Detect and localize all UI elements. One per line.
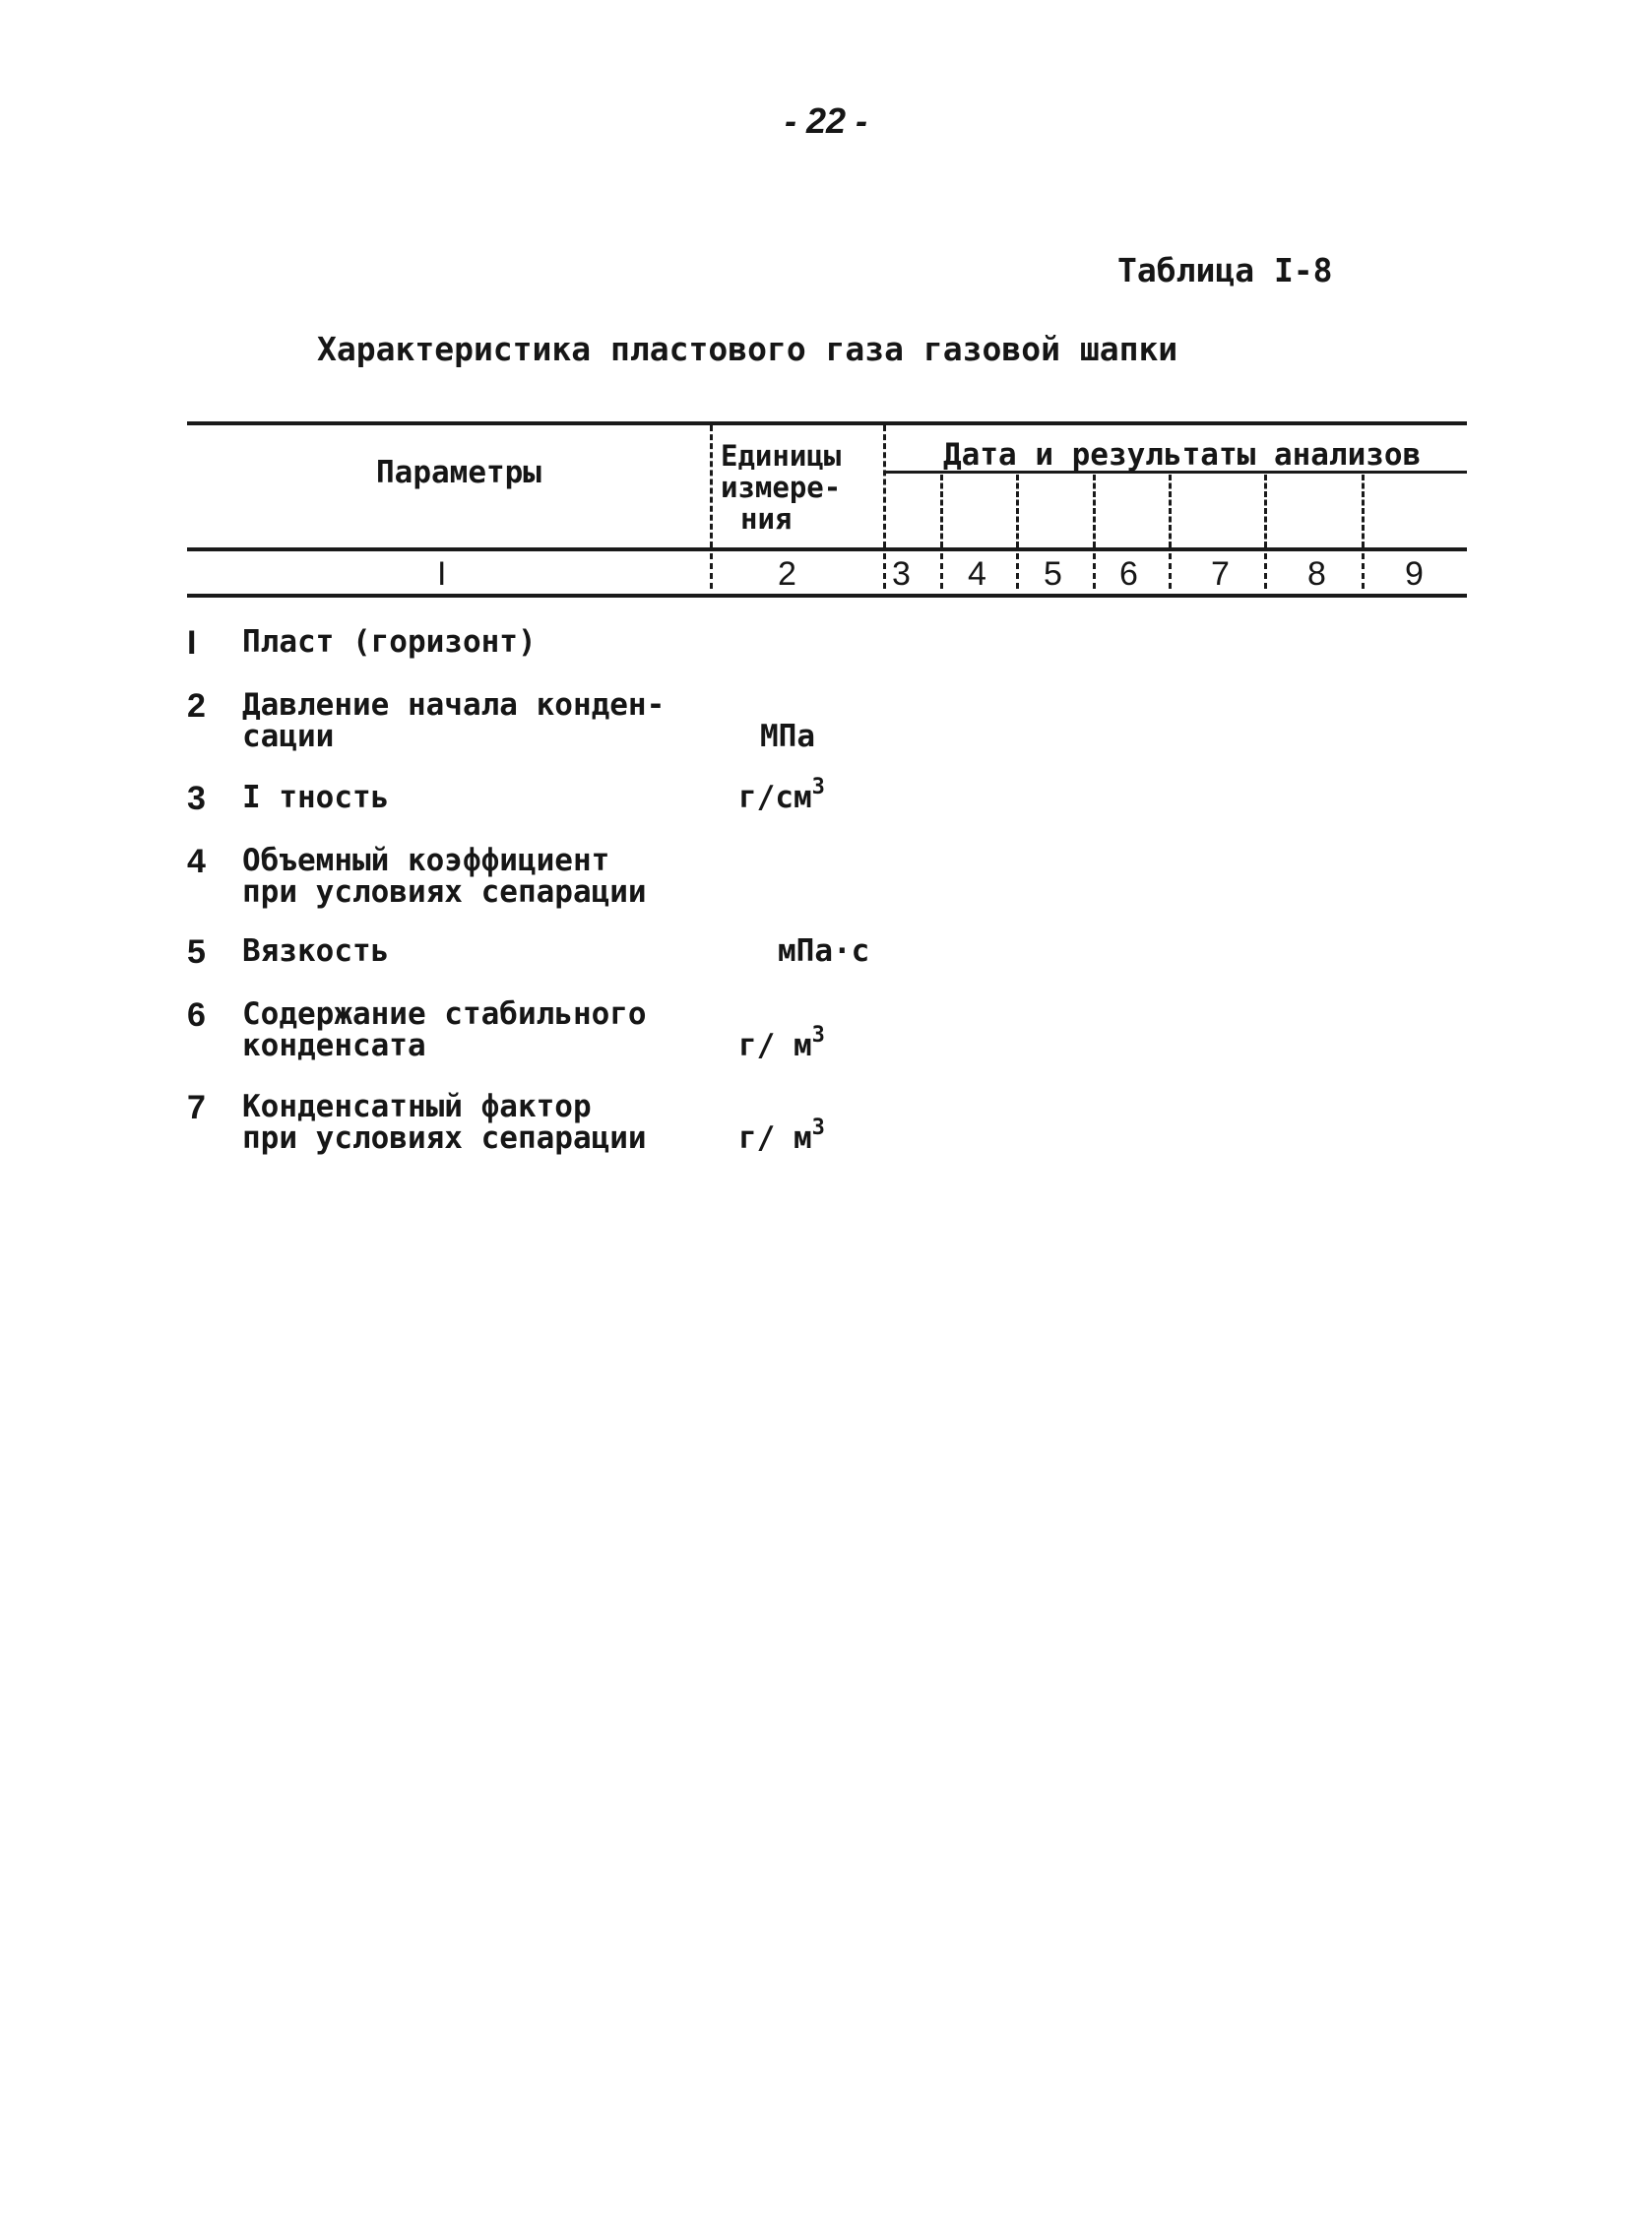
colnum-sep-3 xyxy=(940,553,943,589)
column-numbers-rule xyxy=(187,594,1467,598)
separator-units-results xyxy=(883,425,886,547)
row-parameter-cont: конденсата xyxy=(242,1028,426,1063)
unit-text: г/ м xyxy=(738,1028,812,1063)
unit-superscript: 3 xyxy=(811,775,825,799)
column-number: 5 xyxy=(1044,555,1062,593)
unit-text: г/см xyxy=(738,780,812,815)
row-unit xyxy=(778,935,869,967)
colnum-sep-7 xyxy=(1264,553,1267,589)
row-parameter: I тность xyxy=(242,780,390,815)
separator-col-5-6 xyxy=(1093,475,1096,547)
row-unit xyxy=(760,721,815,752)
row-unit xyxy=(738,1023,825,1063)
row-unit xyxy=(738,775,825,815)
header-units-line2: измере- xyxy=(721,471,842,504)
column-number: 6 xyxy=(1119,555,1138,593)
row-number: I xyxy=(187,624,197,662)
row-parameter-cont: при условиях сепарации xyxy=(242,1120,647,1156)
row-unit xyxy=(738,1116,825,1156)
row-parameter: Содержание стабильного xyxy=(242,996,647,1032)
colnum-sep-5 xyxy=(1093,553,1096,589)
row-parameter: Конденсатный фактор xyxy=(242,1089,592,1124)
colnum-sep-2 xyxy=(883,553,886,589)
row-number: 7 xyxy=(187,1089,206,1126)
separator-col-6-7 xyxy=(1169,475,1172,547)
separator-col-7-8 xyxy=(1264,475,1267,547)
unit-superscript: 3 xyxy=(811,1023,825,1048)
header-units-line1: Единицы xyxy=(721,439,842,473)
colnum-sep-6 xyxy=(1169,553,1172,589)
row-parameter: Пласт (горизонт) xyxy=(242,624,537,660)
column-number: 3 xyxy=(892,555,911,593)
column-number: 9 xyxy=(1405,555,1424,593)
column-number: 2 xyxy=(778,555,796,593)
row-number: 2 xyxy=(187,687,206,725)
row-parameter-cont: при условиях сепарации xyxy=(242,874,647,910)
separator-col-4-5 xyxy=(1016,475,1019,547)
unit-text: г/ м xyxy=(738,1120,812,1156)
unit-text: мПа·с xyxy=(778,933,870,969)
header-params: Параметры xyxy=(376,455,541,490)
row-number: 3 xyxy=(187,780,206,817)
separator-params-units xyxy=(710,425,713,547)
row-parameter: Объемный коэффициент xyxy=(242,843,610,878)
row-parameter-cont: сации xyxy=(242,719,335,754)
colnum-sep-8 xyxy=(1362,553,1365,589)
table-top-rule xyxy=(187,421,1467,425)
colnum-sep-4 xyxy=(1016,553,1019,589)
column-number: 7 xyxy=(1211,555,1230,593)
table-label: Таблица I-8 xyxy=(1117,251,1333,289)
separator-col-3-4 xyxy=(940,475,943,547)
header-results: Дата и результаты анализов xyxy=(943,437,1422,473)
header-bottom-rule xyxy=(187,547,1467,551)
table-title: Характеристика пластового газа газовой шапки xyxy=(317,330,1178,368)
unit-text: МПа xyxy=(760,719,815,754)
row-number: 6 xyxy=(187,996,206,1034)
page-number: - 22 - xyxy=(784,100,868,141)
row-parameter: Давление начала конден- xyxy=(242,687,666,723)
column-number: 4 xyxy=(968,555,986,593)
row-parameter: Вязкость xyxy=(242,933,390,969)
unit-superscript: 3 xyxy=(811,1116,825,1140)
colnum-sep-1 xyxy=(710,553,713,589)
column-number: 8 xyxy=(1307,555,1326,593)
header-units-line3: ния xyxy=(740,502,793,536)
row-number: 5 xyxy=(187,933,206,971)
column-number: I xyxy=(437,555,447,593)
row-number: 4 xyxy=(187,843,206,880)
separator-col-8-9 xyxy=(1362,475,1365,547)
